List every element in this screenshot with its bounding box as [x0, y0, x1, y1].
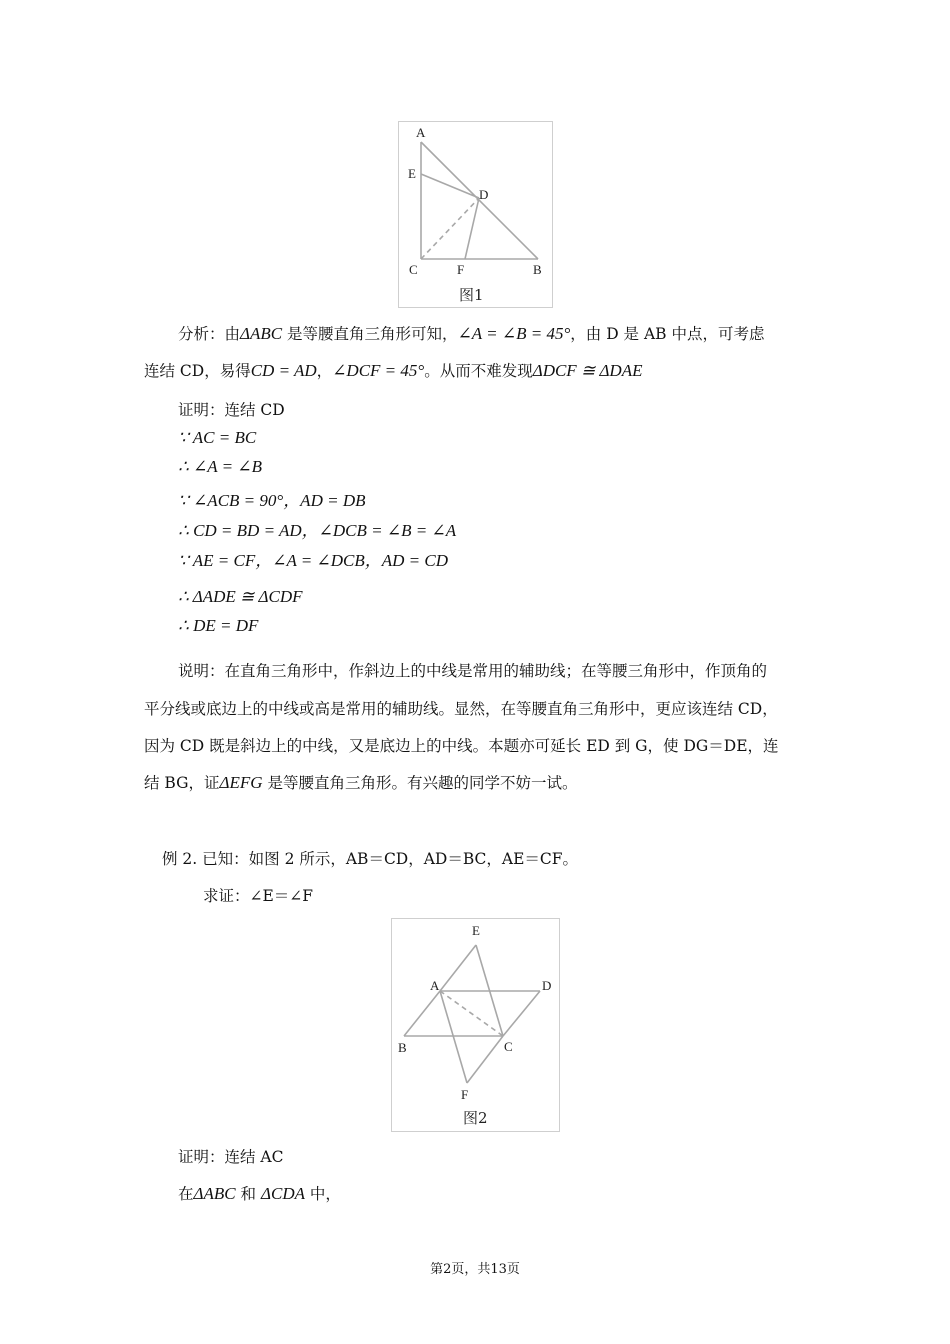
segment-cf [467, 1036, 503, 1083]
label-d: D [542, 978, 552, 993]
label-d: D [479, 187, 489, 202]
label-c: C [409, 262, 418, 277]
math-angle-dcf: ∠DCF = 45° [332, 361, 425, 380]
example-2-given: 例 2. 已知：如图 2 所示，AB＝CD，AD＝BC，AE＝CF。 [162, 850, 579, 868]
label-e: E [472, 923, 480, 938]
analysis-text: 连结 CD，易得 [144, 362, 251, 380]
label-a: A [416, 125, 426, 140]
proof-1-heading: 证明：连结 CD [178, 401, 285, 419]
segment-af [440, 991, 467, 1083]
label-f: F [457, 262, 465, 277]
note-text: 结 BG，证 [144, 774, 220, 792]
segment-df [465, 198, 479, 259]
analysis-text: ，由 D 是 AB 中点，可考虑 [570, 325, 765, 343]
segment-ae [440, 945, 476, 991]
analysis-text: ， [316, 362, 333, 380]
label-b: B [398, 1040, 407, 1055]
note-line-3: 因为 CD 既是斜边上的中线，又是底边上的中线。本题亦可延长 ED 到 G，使 DG＝DE，连 [144, 737, 779, 755]
label-c: C [504, 1039, 513, 1054]
math-triangle-cda: ΔCDA [261, 1184, 305, 1203]
note-text: 是等腰直角三角形。有兴趣的同学不妨一试。 [267, 774, 578, 792]
label-e: E [408, 166, 416, 181]
figure-1 [398, 121, 553, 308]
proof-1-step: ∴ ∠A = ∠B [178, 457, 262, 476]
analysis-line-1 [178, 322, 765, 344]
analysis-text: 分析：由 [178, 325, 241, 343]
proof-2-line [178, 1182, 341, 1204]
label-b: B [533, 262, 542, 277]
note-line-1: 说明：在直角三角形中，作斜边上的中线是常用的辅助线；在等腰三角形中，作顶角的 [178, 662, 768, 680]
segment-ac-dashed [440, 991, 503, 1036]
proof-2-text: 在 [178, 1185, 194, 1203]
math-triangle-abc: ΔABC [240, 324, 283, 343]
label-a: A [430, 978, 440, 993]
page-footer: 第2页，共13页 [430, 1262, 520, 1277]
label-f: F [461, 1087, 469, 1102]
proof-1-step: ∵ AE = CF，∠A = ∠DCB，AD = CD [178, 551, 449, 570]
note-line-2: 平分线或底边上的中线或高是常用的辅助线。显然，在等腰直角三角形中，更应该连结 CD， [144, 700, 778, 718]
proof-2-heading: 证明：连结 AC [178, 1148, 284, 1166]
analysis-text: 是等腰直角三角形可知， [287, 325, 458, 343]
proof-1-step: ∴ CD = BD = AD，∠DCB = ∠B = ∠A [178, 521, 457, 540]
math-cd-ad: CD = AD [250, 361, 317, 380]
segment-cd-dashed [421, 198, 479, 259]
proof-1-step: ∴ ΔADE ≅ ΔCDF [178, 587, 303, 606]
segment-ab [404, 991, 440, 1036]
math-congruence: ΔDCF ≅ ΔDAE [532, 361, 643, 380]
figure-1-caption: 图1 [459, 286, 484, 304]
figure-2-caption: 图2 [463, 1109, 488, 1127]
figure-2 [391, 918, 560, 1132]
note-line-4 [144, 771, 577, 793]
proof-1-step: ∵ ∠ACB = 90°，AD = DB [178, 491, 366, 510]
proof-1-step: ∴ DE = DF [178, 616, 259, 635]
math-triangle-efg: ΔEFG [219, 773, 263, 792]
math-triangle-abc: ΔABC [193, 1184, 236, 1203]
segment-dc [503, 991, 540, 1036]
analysis-text: 。从而不难发现 [424, 362, 533, 380]
segment-ed [421, 174, 479, 198]
math-angle-equality: ∠A = ∠B = 45° [457, 324, 571, 343]
example-2-prove: 求证：∠E＝∠F [203, 887, 314, 905]
analysis-line-2 [144, 359, 642, 381]
proof-1-step: ∵ AC = BC [178, 428, 257, 447]
proof-2-text: 中， [309, 1185, 341, 1203]
proof-2-text: 和 [240, 1185, 257, 1203]
